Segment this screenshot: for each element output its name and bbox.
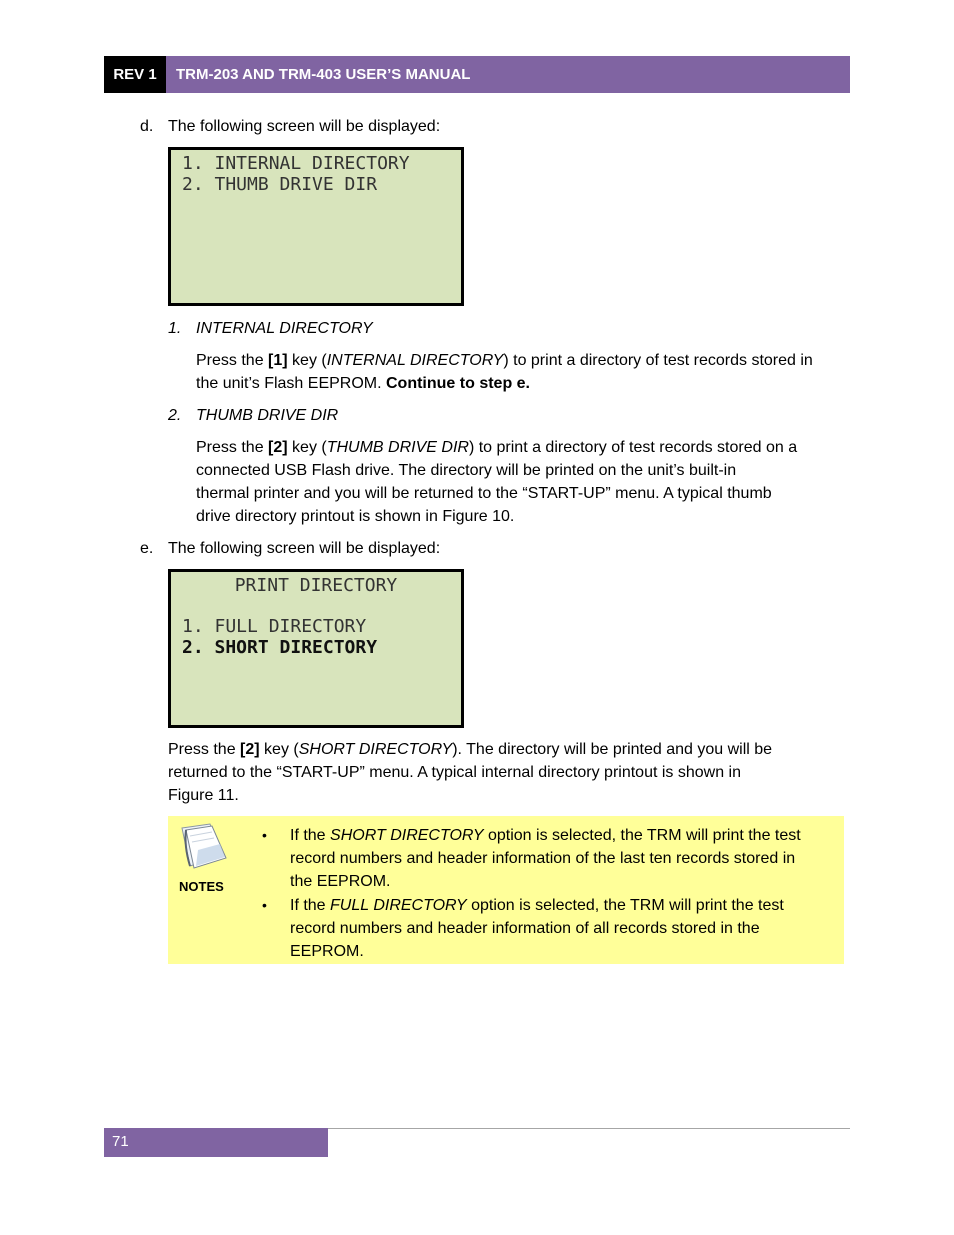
- lcd-line-2: 2. THUMB DRIVE DIR: [182, 173, 378, 195]
- step-e-text: The following screen will be displayed:: [168, 540, 441, 557]
- option-1-description: Press the [1] key (INTERNAL DIRECTORY) to print a directory of test records stored in the unit’s Flash EEPROM. Continue to step e.: [196, 352, 813, 392]
- key-2: [2]: [240, 741, 260, 758]
- step-e-marker: e.: [140, 540, 154, 557]
- lcd-title: PRINT DIRECTORY: [234, 575, 398, 596]
- notepad-icon: [176, 820, 232, 872]
- option-1-title: INTERNAL DIRECTORY: [196, 320, 373, 337]
- step-d-text: The following screen will be displayed:: [168, 118, 441, 135]
- manual-title: TRM-203 AND TRM-403 USER’S MANUAL: [166, 56, 850, 93]
- continue-note: Continue to step e.: [386, 375, 530, 392]
- note-1: If the SHORT DIRECTORY option is selected, the TRM will print the test record numbers and header information of the last ten records stored in the EEPROM.: [290, 827, 801, 890]
- step-d-marker: d.: [140, 118, 154, 135]
- key-1: [1]: [268, 352, 288, 369]
- option-2-description: Press the [2] key (THUMB DRIVE DIR) to print a directory of test records stored on a connected USB Flash drive. The directory will be printed on the unit’s built-in thermal printer and you will be returned to the “START-UP” menu. A typical thumb drive directory printout is shown in Figure 10.: [196, 439, 798, 525]
- option-2-marker: 2.: [168, 407, 182, 424]
- lcd-screen-print-directory: [168, 569, 464, 728]
- notes-label: NOTES: [179, 879, 224, 894]
- option-1-marker: 1.: [168, 320, 182, 337]
- revision-label: REV 1: [104, 56, 166, 93]
- lcd-screen-directory: [168, 147, 464, 306]
- step-e-description: Press the [2] key (SHORT DIRECTORY). The directory will be printed and you will be returned to the “START-UP” menu. A typical internal directory printout is shown in Figure 11.: [168, 741, 773, 804]
- note-2: If the FULL DIRECTORY option is selected, the TRM will print the test record numbers and header information of all records stored in the EEPROM.: [290, 897, 784, 960]
- bullet-1: •: [262, 827, 267, 843]
- lcd-line-2-selected: 2. SHORT DIRECTORY: [182, 636, 378, 658]
- lcd-line-1: 1. INTERNAL DIRECTORY: [182, 153, 410, 174]
- lcd-line-1: 1. FULL DIRECTORY: [182, 616, 367, 637]
- page-number: 71: [104, 1128, 328, 1157]
- bullet-2: •: [262, 897, 267, 913]
- option-2-title: THUMB DRIVE DIR: [196, 407, 339, 424]
- key-2: [2]: [268, 439, 288, 456]
